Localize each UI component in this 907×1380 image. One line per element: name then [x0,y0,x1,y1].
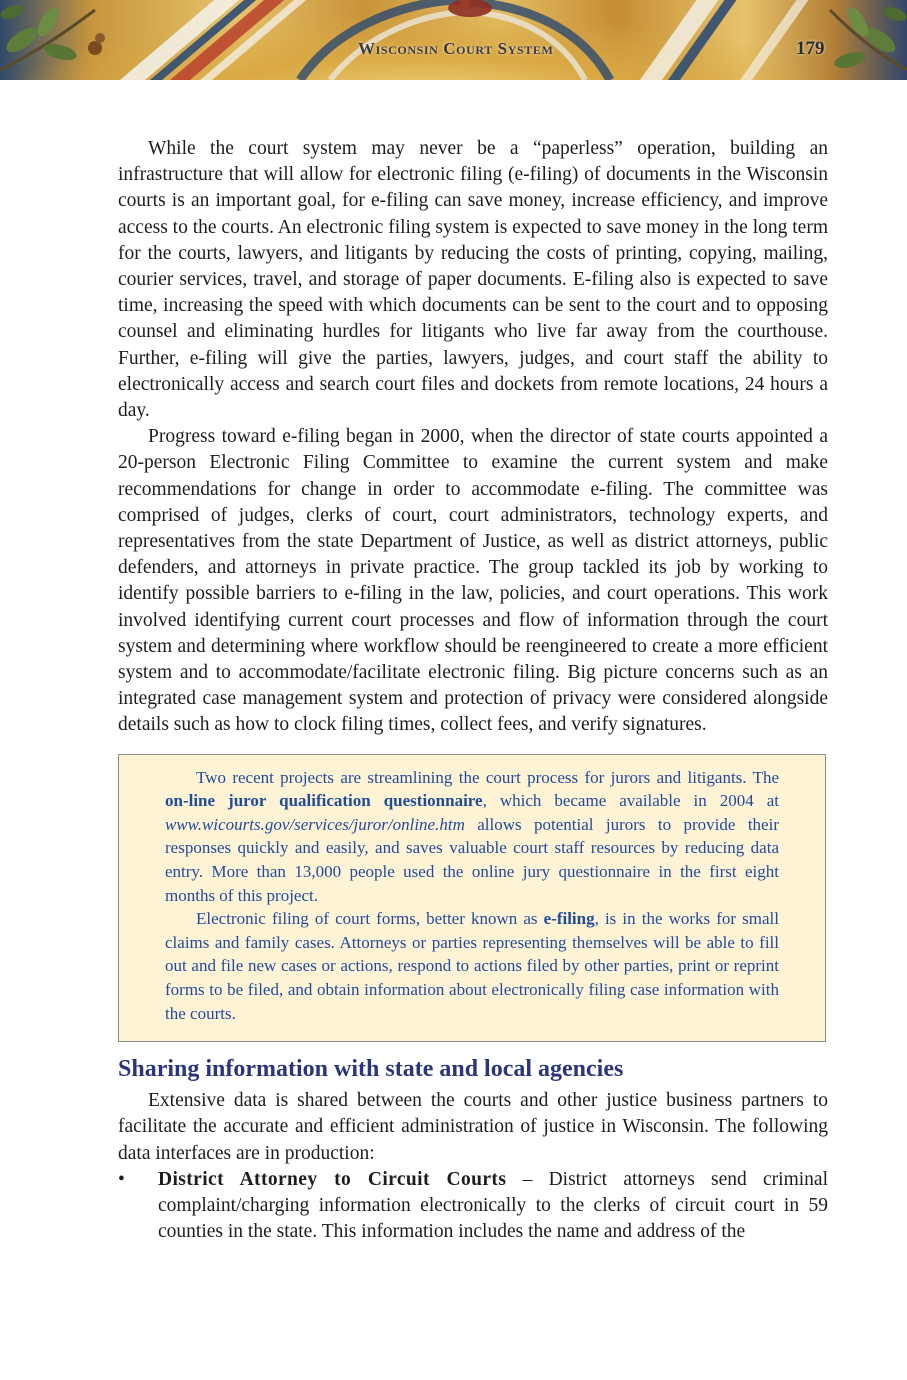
bullet-text: – District attorneys send criminal complaint/charging information electronically to the clerks of circuit court in 59 counties in the state. This information includes the name and address of the [158,1168,829,1243]
callout-p1-mid: , which became available in 2004 at [482,791,780,811]
left-ribbon-stripes [120,0,312,80]
body-paragraph-2: Progress toward e-filing began in 2000, when the director of state courts appointed a 20-person Electronic Filing Committee to examine the current system and make recommendations for change in order to accommodate e-filing. The committee was comprised of judges, clerks of court, court administrators, technology experts, and representatives from the state Department of Justice, as well as district attorneys, public defenders, and attorneys in private practice. The group tackled its job by working to identify possible barriers to e-filing in the law, policies, and court operations. This work involved identifying current court processes and flow of information through the court system and determining where workflow should be reengineered to create a more efficient system and to accommodate/facilitate electronic filing. Big picture concerns such as an integrated case management system and protection of privacy were considered alongside details such as how to clock filing times, collect fees, and verify signatures. [118,426,828,736]
left-oak-leaf-icon [0,2,105,70]
section-paragraph: Extensive data is shared between the courts and other justice business partners to facilitate the accurate and efficient administration of justice in Wisconsin. The following data interfaces are in production: [118,1090,828,1164]
bullet-mark: • [118,1168,125,1190]
callout-p2-intro: Electronic filing of court forms, better known as [196,909,544,929]
callout-url-link[interactable]: www.wicourts.gov/services/juror/online.htm [165,814,465,834]
callout-p1-bold: on-line juror qualification questionnaire [165,791,483,811]
section-heading: Sharing information with state and local agencies [118,1056,624,1083]
callout-paragraph-2 [165,907,779,1025]
callout-p2-end: , is in the works for small claims and family cases. Attorneys or parties representing themselves will be able to fill out and file new cases or actions, respond to actions filed by other parties, print or reprint forms to be filed, and obtain information about electronically filing case information with the courts. [165,909,779,1023]
callout-p2-bold: e-filing [543,909,595,929]
page-number: 179 [796,38,825,59]
main-content [118,136,828,1245]
bullet-item [118,1167,828,1246]
info-callout-box [118,754,826,1043]
body-paragraph-1: While the court system may never be a “paperless” operation, building an infrastructure that will allow for electronic filing (e-filing) of documents in the Wisconsin courts is an important goal, for e-filing can save money, increase efficiency, and improve access to the courts. An electronic filing system is expected to save money in the long term for the courts, lawyers, and litigants by reducing the costs of printing, copying, mailing, courier services, travel, and storage of paper documents. E-filing also is expected to save time, increasing the speed with which documents can be sent to the court and to opposing counsel and eliminating hurdles for litigants who live far away from the courthouse. Further, e-filing will give the parties, lawyers, judges, and court staff the ability to electronically access and search court files and dockets from remote locations, 24 hours a day. [118,138,828,422]
callout-p1-intro: Two recent projects are streamlining the court process for jurors and litigants. The [196,767,779,787]
running-header-title: Wisconsin Court System [358,39,554,58]
bullet-term: District Attorney to Circuit Courts [158,1168,507,1190]
callout-p1-end: allows potential jurors to provide their responses quickly and easily, and saves valuable court staff resources by reducing data entry. More than 13,000 people used the online jury questionnaire in the first eight months of this project. [165,814,779,905]
page-header-banner [0,0,907,80]
right-ribbon-stripes [640,0,812,80]
callout-paragraph-1 [165,766,779,908]
right-oak-leaf-icon [830,4,907,71]
